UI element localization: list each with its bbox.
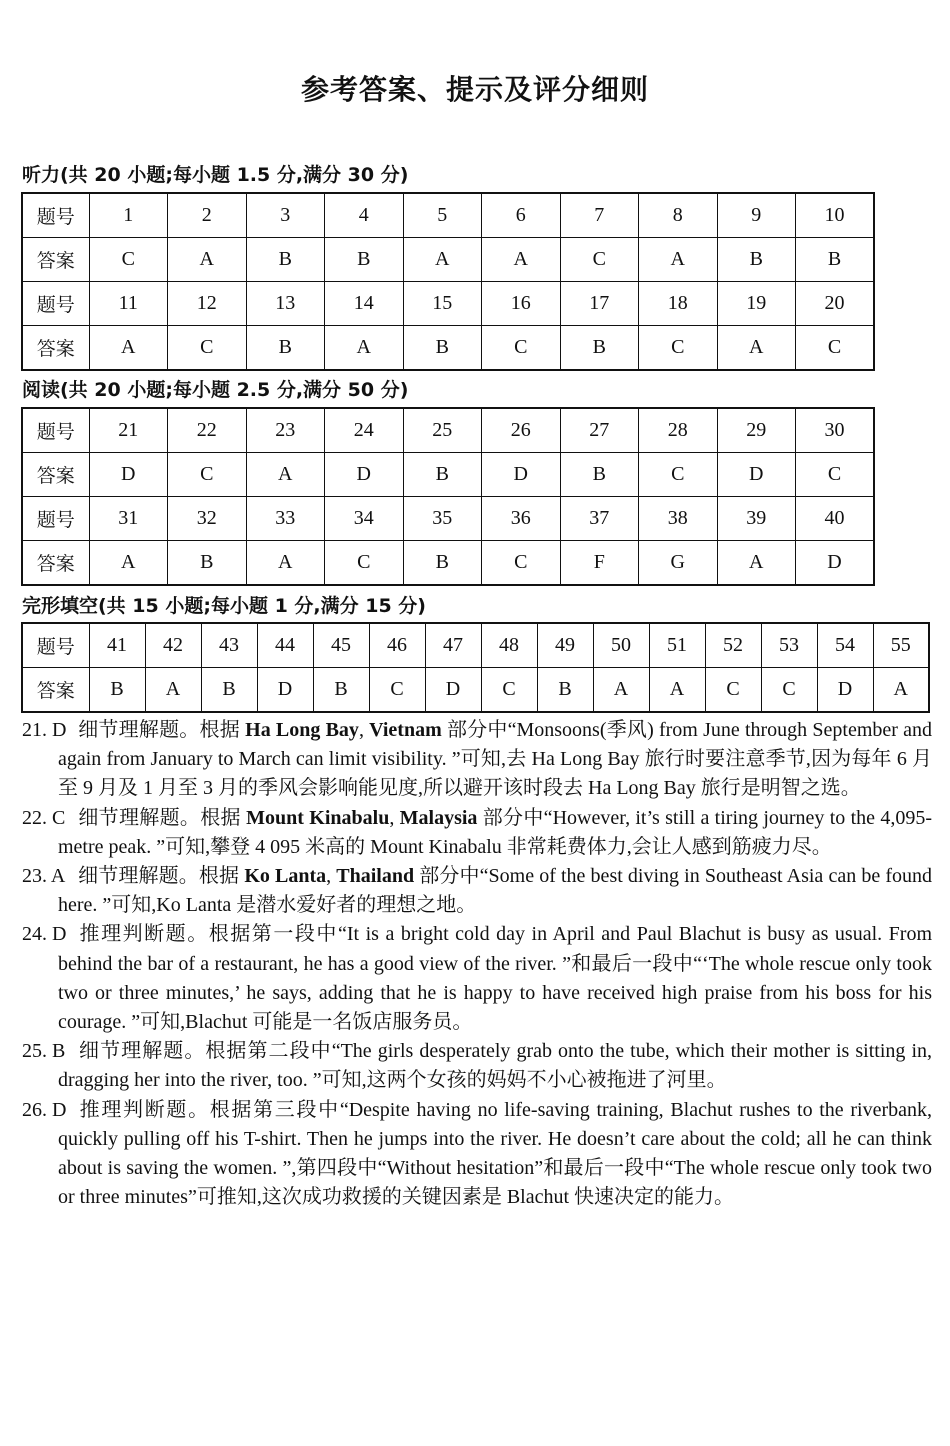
question-number-row xyxy=(22,408,874,453)
page-title: 参考答案、提示及评分细则 xyxy=(300,73,649,106)
question-number-cell: 41 xyxy=(89,623,145,668)
explanation-segment: 推理判断题。根据第一段中“It is a bright cold day in April and Paul Blachut is busy as usual. From behind the bar of a restaurant, he has a good view of the river. ”和最后一段中“‘The whole rescue only took two or three minutes,’ he says, adding that he is happy to have received high praise from his boss for his courage. ”可知,Blachut 可能是一名饭店服务员。 xyxy=(58,923,932,1034)
question-number-cell: 50 xyxy=(593,623,649,668)
answer-row-label: 答案 xyxy=(22,326,89,371)
answer-cell: B xyxy=(796,238,875,282)
answer-cell: C xyxy=(89,238,168,282)
answer-cell: C xyxy=(369,668,425,713)
question-number-cell: 4 xyxy=(325,193,404,238)
question-number-cell: 14 xyxy=(325,282,404,326)
answer-cell: B xyxy=(717,238,796,282)
answer-cell: B xyxy=(246,326,325,371)
explanation-segment: 细节理解题。根据 xyxy=(78,719,246,741)
explanation-text xyxy=(58,865,932,916)
question-number-row xyxy=(22,193,874,238)
question-number-cell: 21 xyxy=(89,408,168,453)
answer-cell: B xyxy=(201,668,257,713)
question-number-cell: 51 xyxy=(649,623,705,668)
explanation-item xyxy=(22,920,932,1037)
answer-cell: G xyxy=(639,541,718,586)
answer-row-label: 答案 xyxy=(22,238,89,282)
explanation-segment: , xyxy=(389,806,400,829)
answer-cell: B xyxy=(560,453,639,497)
question-number-cell: 32 xyxy=(168,497,247,541)
answer-cell: A xyxy=(89,326,168,371)
section-name-bold: Malaysia xyxy=(399,806,478,829)
answer-cell: A xyxy=(325,326,404,371)
explanation-list xyxy=(22,716,932,1212)
answer-cell: C xyxy=(560,238,639,282)
explanation-number: 24. D xyxy=(22,923,67,946)
answer-cell: C xyxy=(639,453,718,497)
question-number-cell: 42 xyxy=(145,623,201,668)
question-number-row xyxy=(22,497,874,541)
answer-cell: C xyxy=(168,453,247,497)
question-number-cell: 20 xyxy=(796,282,875,326)
question-number-cell: 48 xyxy=(481,623,537,668)
answer-cell: C xyxy=(639,326,718,371)
explanation-number: 26. D xyxy=(22,1098,67,1121)
question-number-cell: 47 xyxy=(425,623,481,668)
question-number-cell: 1 xyxy=(89,193,168,238)
explanation-item xyxy=(22,804,932,862)
answer-cell: A xyxy=(246,453,325,497)
question-number-row-label: 题号 xyxy=(22,282,89,326)
answer-cell: A xyxy=(717,326,796,371)
question-number-cell: 9 xyxy=(717,193,796,238)
answer-cell: A xyxy=(89,541,168,586)
question-number-cell: 38 xyxy=(639,497,718,541)
question-number-cell: 52 xyxy=(705,623,761,668)
question-number-cell: 37 xyxy=(560,497,639,541)
question-number-cell: 5 xyxy=(403,193,482,238)
answer-cell: A xyxy=(639,238,718,282)
answer-cell: F xyxy=(560,541,639,586)
listening-section-title: 听力(共 20 小题;每小题 1.5 分,满分 30 分) xyxy=(22,164,409,186)
question-number-cell: 27 xyxy=(560,408,639,453)
answer-cell: B xyxy=(89,668,145,713)
answer-cell: B xyxy=(560,326,639,371)
answer-cell: B xyxy=(403,453,482,497)
question-number-cell: 2 xyxy=(168,193,247,238)
cloze-answer-table xyxy=(21,622,930,713)
answer-cell: D xyxy=(425,668,481,713)
question-number-cell: 25 xyxy=(403,408,482,453)
answer-row-label: 答案 xyxy=(22,668,89,713)
answer-cell: C xyxy=(796,326,875,371)
section-name-bold: Thailand xyxy=(336,865,415,888)
reading-section-title: 阅读(共 20 小题;每小题 2.5 分,满分 50 分) xyxy=(22,379,409,401)
answer-cell: D xyxy=(482,453,561,497)
question-number-cell: 53 xyxy=(761,623,817,668)
explanation-text xyxy=(58,719,932,799)
explanation-number: 22. C xyxy=(22,806,66,829)
answer-row-label: 答案 xyxy=(22,453,89,497)
answer-cell: A xyxy=(246,541,325,586)
section-name-bold: Vietnam xyxy=(369,719,442,741)
question-number-cell: 44 xyxy=(257,623,313,668)
question-number-cell: 40 xyxy=(796,497,875,541)
question-number-row-label: 题号 xyxy=(22,193,89,238)
answer-cell: C xyxy=(325,541,404,586)
answer-cell: C xyxy=(482,541,561,586)
question-number-cell: 12 xyxy=(168,282,247,326)
answer-cell: D xyxy=(717,453,796,497)
answer-cell: A xyxy=(482,238,561,282)
explanation-text xyxy=(58,1099,932,1209)
answer-row xyxy=(22,238,874,282)
answer-cell: A xyxy=(649,668,705,713)
answer-cell: B xyxy=(403,541,482,586)
answer-cell: B xyxy=(246,238,325,282)
question-number-cell: 19 xyxy=(717,282,796,326)
answer-cell: D xyxy=(89,453,168,497)
explanation-item xyxy=(22,716,932,804)
explanation-text xyxy=(58,923,932,1033)
question-number-cell: 35 xyxy=(403,497,482,541)
answer-cell: A xyxy=(168,238,247,282)
section-name-bold: Mount Kinabalu xyxy=(246,806,390,829)
answer-cell: C xyxy=(705,668,761,713)
answer-row xyxy=(22,326,874,371)
explanation-segment: 细节理解题。根据 xyxy=(78,806,247,829)
explanation-number: 23. A xyxy=(22,865,66,888)
question-number-cell: 30 xyxy=(796,408,875,453)
question-number-cell: 29 xyxy=(717,408,796,453)
answer-cell: C xyxy=(761,668,817,713)
answer-cell: A xyxy=(873,668,929,713)
section-name-bold: Ha Long Bay xyxy=(245,719,359,741)
answer-cell: A xyxy=(403,238,482,282)
answer-cell: B xyxy=(313,668,369,713)
question-number-cell: 3 xyxy=(246,193,325,238)
explanation-text xyxy=(58,1040,932,1091)
question-number-cell: 24 xyxy=(325,408,404,453)
explanation-segment: 部分中“Some of the best diving in Southeast Asia can be found here. ”可知,Ko Lanta 是潜水爱好者的理想之地。 xyxy=(58,865,932,917)
answer-cell: C xyxy=(482,326,561,371)
question-number-cell: 26 xyxy=(482,408,561,453)
answer-row xyxy=(22,668,929,713)
answer-row xyxy=(22,541,874,586)
question-number-row xyxy=(22,282,874,326)
answer-cell: D xyxy=(796,541,875,586)
question-number-row xyxy=(22,623,929,668)
question-number-row-label: 题号 xyxy=(22,408,89,453)
question-number-row-label: 题号 xyxy=(22,497,89,541)
question-number-cell: 49 xyxy=(537,623,593,668)
explanation-item xyxy=(22,1037,932,1095)
question-number-cell: 33 xyxy=(246,497,325,541)
answer-cell: B xyxy=(168,541,247,586)
explanation-segment: 细节理解题。根据 xyxy=(78,865,245,888)
explanation-segment: 细节理解题。根据第二段中“The girls desperately grab onto the tube, which their mother is sitting in, dragging her into the river, too. ”可知,这两个女孩的妈妈不小心被拖进了河里。 xyxy=(58,1040,932,1092)
explanation-segment: 推理判断题。根据第三段中“Despite having no life-saving training, Blachut rushes to the riverbank, quickly pulling off his T-shirt. Then he jumps into the river. He doesn’t care about the cold; all he can think about is saving the women. ”,第四段中“Without hesitation”和最后一段中“The whole rescue only took two or three minutes”可推知,这次成功救援的关键因素是 Blachut 快速决定的能力。 xyxy=(58,1098,932,1209)
question-number-cell: 46 xyxy=(369,623,425,668)
question-number-cell: 54 xyxy=(817,623,873,668)
listening-answer-table xyxy=(21,192,875,371)
explanation-number: 21. D xyxy=(22,719,67,741)
answer-cell: C xyxy=(168,326,247,371)
question-number-cell: 22 xyxy=(168,408,247,453)
answer-cell: D xyxy=(257,668,313,713)
answer-cell: B xyxy=(403,326,482,371)
question-number-cell: 16 xyxy=(482,282,561,326)
answer-row xyxy=(22,453,874,497)
reading-answer-table xyxy=(21,407,875,586)
question-number-cell: 36 xyxy=(482,497,561,541)
question-number-cell: 10 xyxy=(796,193,875,238)
answer-cell: A xyxy=(593,668,649,713)
question-number-cell: 31 xyxy=(89,497,168,541)
answer-cell: D xyxy=(325,453,404,497)
answer-row-label: 答案 xyxy=(22,541,89,586)
explanation-segment: , xyxy=(326,865,337,888)
question-number-cell: 55 xyxy=(873,623,929,668)
explanation-segment: , xyxy=(358,719,370,741)
question-number-row-label: 题号 xyxy=(22,623,89,668)
question-number-cell: 18 xyxy=(639,282,718,326)
answer-cell: B xyxy=(537,668,593,713)
explanation-segment: 部分中“Monsoons(季风) from June through September and again from January to March can limit visibility. ”可知,去 Ha Long Bay 旅行时要注意季节,因为每年 6 月至 9 月及 1 月至 3 月的季风会影响能见度,所以避开该时段去 Ha Long Bay 旅行是明智之选。 xyxy=(58,719,933,800)
question-number-cell: 17 xyxy=(560,282,639,326)
answer-cell: A xyxy=(145,668,201,713)
answer-cell: A xyxy=(717,541,796,586)
question-number-cell: 28 xyxy=(639,408,718,453)
answer-cell: D xyxy=(817,668,873,713)
question-number-cell: 8 xyxy=(639,193,718,238)
question-number-cell: 43 xyxy=(201,623,257,668)
question-number-cell: 39 xyxy=(717,497,796,541)
question-number-cell: 34 xyxy=(325,497,404,541)
question-number-cell: 13 xyxy=(246,282,325,326)
question-number-cell: 15 xyxy=(403,282,482,326)
question-number-cell: 45 xyxy=(313,623,369,668)
explanation-number: 25. B xyxy=(22,1040,66,1063)
section-name-bold: Ko Lanta xyxy=(244,865,327,888)
explanation-item xyxy=(22,862,932,920)
question-number-cell: 23 xyxy=(246,408,325,453)
answer-cell: C xyxy=(796,453,875,497)
question-number-cell: 7 xyxy=(560,193,639,238)
explanation-segment: 部分中“However, it’s still a tiring journey to the 4,095-metre peak. ”可知,攀登 4 095 米高的 Mount Kinabalu 非常耗费体力,会让人感到筋疲力尽。 xyxy=(58,806,933,858)
cloze-section-title: 完形填空(共 15 小题;每小题 1 分,满分 15 分) xyxy=(22,595,426,617)
question-number-cell: 6 xyxy=(482,193,561,238)
explanation-text xyxy=(58,807,932,858)
answer-cell: B xyxy=(325,238,404,282)
question-number-cell: 11 xyxy=(89,282,168,326)
explanation-item xyxy=(22,1096,932,1213)
answer-cell: C xyxy=(481,668,537,713)
